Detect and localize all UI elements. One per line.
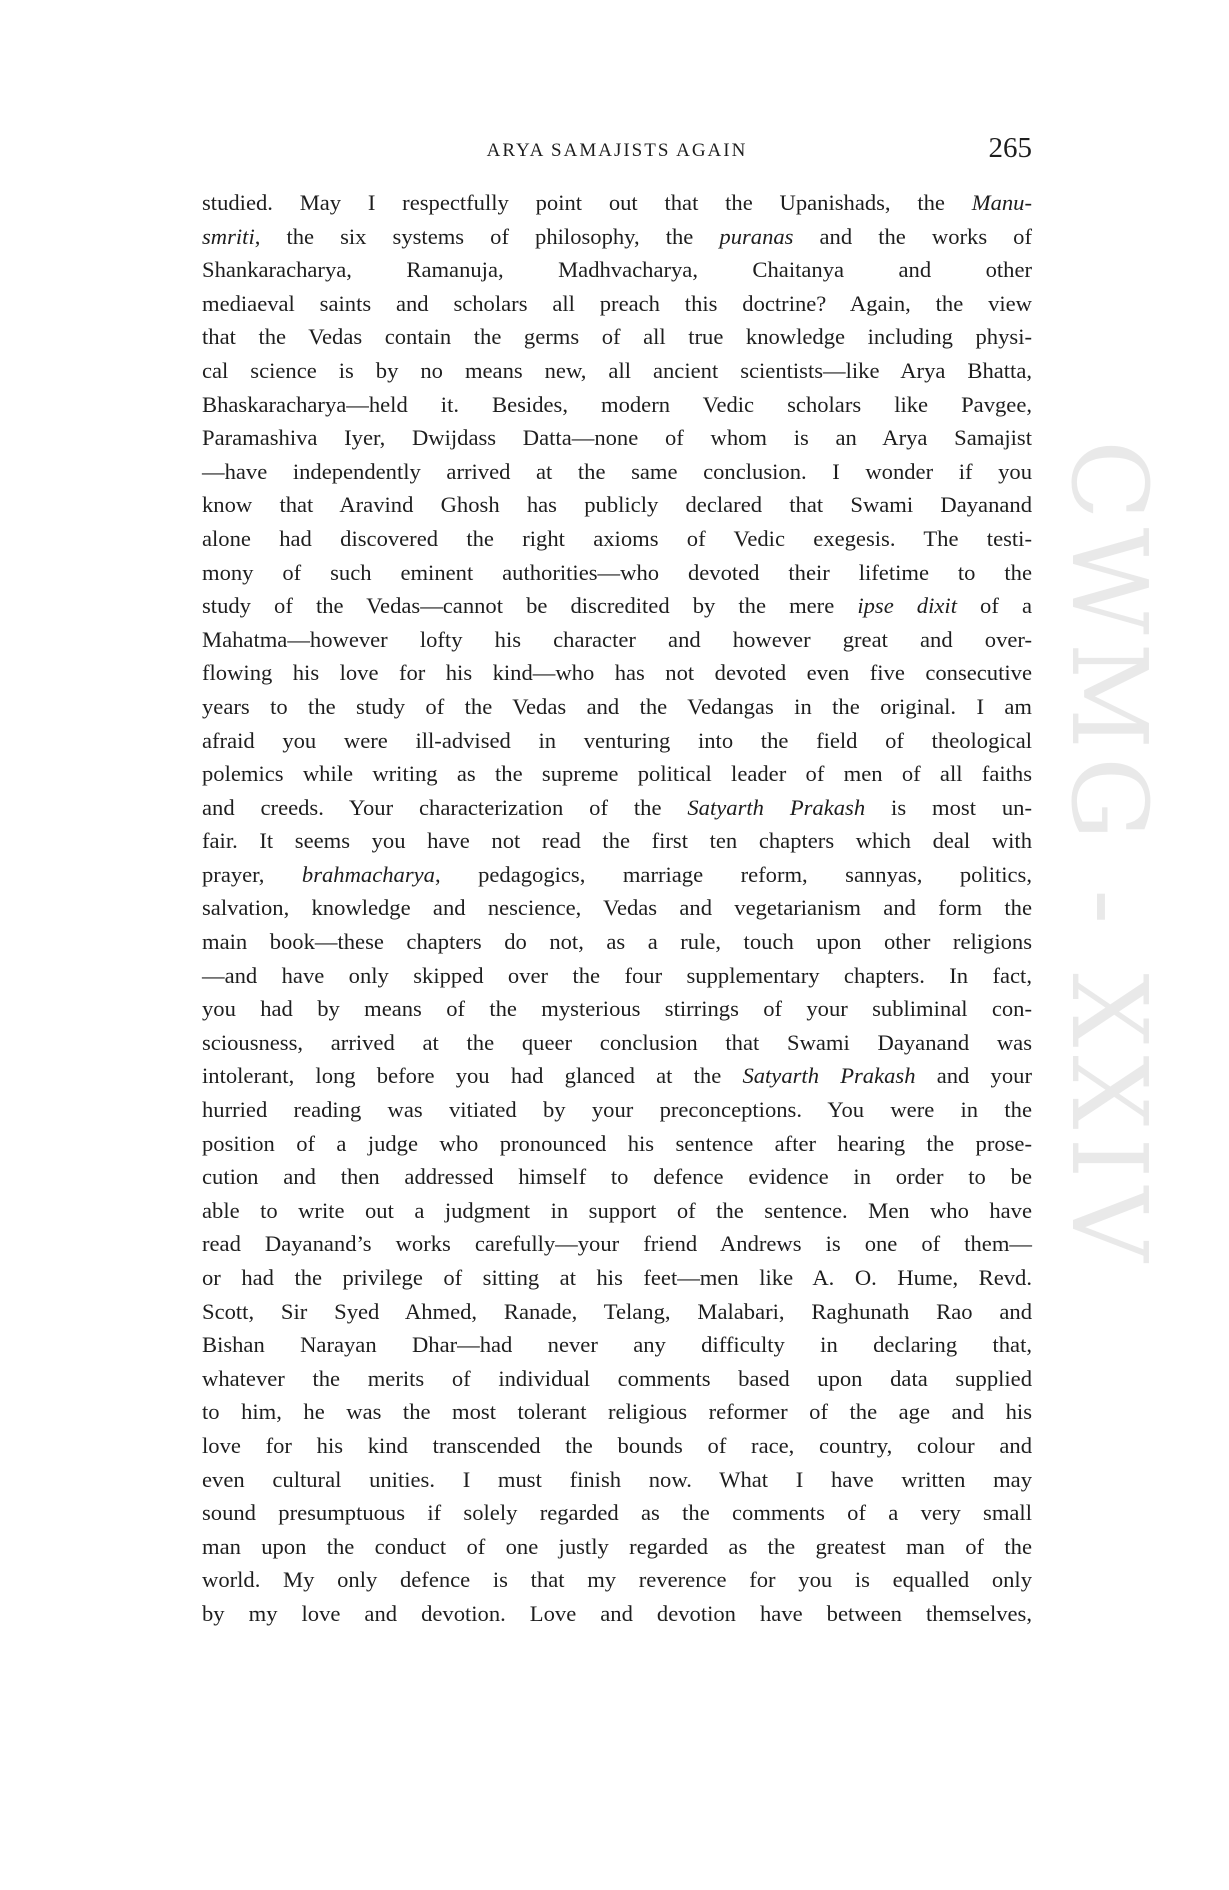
text-line	[202, 287, 1032, 321]
text-line	[202, 589, 1032, 623]
watermark	[1040, 440, 1180, 1440]
body-text	[202, 186, 1032, 1631]
text-line	[202, 320, 1032, 354]
text-run: and creeds. Your characterization of the	[202, 794, 688, 820]
text-line	[202, 1059, 1032, 1093]
running-title: ARYA SAMAJISTS AGAIN	[486, 140, 748, 161]
text-run: and your	[915, 1063, 1032, 1089]
text-line	[202, 656, 1032, 690]
text-run: afraid you were ill-advised in venturing into the field of theological	[202, 727, 1032, 753]
text-run: Scott, Sir Syed Ahmed, Ranade, Telang, Malabari, Raghunath Rao and	[202, 1298, 1032, 1324]
text-line	[202, 925, 1032, 959]
watermark-text: CWMG - XXIV	[1048, 440, 1170, 1270]
text-run: polemics while writing as the supreme political leader of men of all faiths	[202, 761, 1032, 787]
text-line	[202, 824, 1032, 858]
text-line	[202, 253, 1032, 287]
text-line	[202, 690, 1032, 724]
text-run: by my love and devotion. Love and devotion have between themselves,	[202, 1600, 1032, 1626]
text-line	[202, 1160, 1032, 1194]
text-run: or had the privilege of sitting at his feet—men like A. O. Hume, Revd.	[202, 1265, 1032, 1290]
text-line	[202, 858, 1032, 892]
text-run: Paramashiva Iyer, Dwijdass Datta—none of whom is an Arya Samajist	[202, 425, 1032, 451]
text-run: fair. It seems you have not read the first ten chapters which deal with	[202, 828, 1032, 854]
text-run: salvation, knowledge and nescience, Vedas and vegetarianism and form the	[202, 895, 1032, 921]
text-line	[202, 1563, 1032, 1597]
text-line	[202, 959, 1032, 993]
text-run: position of a judge who pronounced his sentence after hearing the prose-	[202, 1130, 1032, 1156]
italic-text: Manu-	[971, 190, 1032, 215]
text-line	[202, 556, 1032, 590]
text-line	[202, 992, 1032, 1026]
text-run: love for his kind transcended the bounds of race, country, colour and	[202, 1432, 1032, 1458]
text-line	[202, 522, 1032, 556]
text-run: cal science is by no means new, all ancient scientists—like Arya Bhatta,	[202, 357, 1032, 383]
text-line	[202, 455, 1032, 489]
text-line	[202, 1463, 1032, 1497]
text-line	[202, 1597, 1032, 1631]
text-line	[202, 1395, 1032, 1429]
text-line	[202, 186, 1032, 220]
text-run: sound presumptuous if solely regarded as the comments of a very small	[202, 1500, 1032, 1526]
text-run: mony of such eminent authorities—who devoted their lifetime to the	[202, 559, 1032, 585]
text-run: man upon the conduct of one justly regarded as the greatest man of the	[202, 1533, 1032, 1559]
text-run: know that Aravind Ghosh has publicly declared that Swami Dayanand	[202, 492, 1032, 518]
text-run: —and have only skipped over the four supplementary chapters. In fact,	[202, 962, 1032, 988]
text-line	[202, 488, 1032, 522]
text-line	[202, 421, 1032, 455]
text-run: flowing his love for his kind—who has not devoted even five consecutive	[202, 660, 1032, 686]
text-line	[202, 1496, 1032, 1530]
italic-text: Satyarth Prakash	[742, 1063, 916, 1089]
italic-text: ipse dixit	[857, 593, 957, 619]
text-line	[202, 1530, 1032, 1564]
text-run: to him, he was the most tolerant religious reformer of the age and his	[202, 1399, 1032, 1425]
text-line	[202, 354, 1032, 388]
text-line	[202, 791, 1032, 825]
text-run: sciousness, arrived at the queer conclusion that Swami Dayanand was	[202, 1029, 1032, 1055]
text-run: , pedagogics, marriage reform, sannyas, politics,	[434, 861, 1033, 887]
text-run: Bishan Narayan Dhar—had never any difficulty in declaring that,	[202, 1332, 1032, 1358]
text-run: intolerant, long before you had glanced at the	[202, 1063, 743, 1089]
text-run: is most un-	[865, 794, 1032, 820]
italic-text: smriti	[202, 223, 255, 249]
text-run: alone had discovered the right axioms of Vedic exegesis. The testi-	[202, 525, 1032, 551]
text-run: you had by means of the mysterious stirrings of your subliminal con-	[202, 996, 1032, 1022]
text-line	[202, 1227, 1032, 1261]
text-run: world. My only defence is that my reverence for you is equalled only	[202, 1567, 1032, 1593]
text-run: read Dayanand’s works carefully—your friend Andrews is one of them—	[202, 1231, 1032, 1257]
text-run: able to write out a judgment in support of the sentence. Men who have	[202, 1197, 1032, 1223]
text-run: main book—these chapters do not, as a rule, touch upon other religions	[202, 929, 1032, 955]
text-run: whatever the merits of individual comments based upon data supplied	[202, 1365, 1032, 1391]
text-run: cution and then addressed himself to defence evidence in order to be	[202, 1164, 1032, 1190]
text-run: that the Vedas contain the germs of all true knowledge including physi-	[202, 324, 1032, 350]
text-run: study of the Vedas—cannot be discredited by the mere	[202, 593, 858, 619]
text-run: years to the study of the Vedas and the Vedangas in the original. I am	[202, 693, 1032, 719]
italic-text: Satyarth Prakash	[687, 794, 866, 820]
text-line	[202, 623, 1032, 657]
text-run: hurried reading was vitiated by your preconceptions. You were in the	[202, 1097, 1032, 1123]
italic-text: brahmacharya	[301, 861, 435, 887]
text-line	[202, 757, 1032, 791]
text-line	[202, 220, 1032, 254]
text-line	[202, 1261, 1032, 1295]
text-line	[202, 1026, 1032, 1060]
text-line	[202, 1194, 1032, 1228]
text-run: mediaeval saints and scholars all preach this doctrine? Again, the view	[202, 290, 1032, 316]
text-run: Mahatma—however lofty his character and however great and over-	[202, 626, 1032, 652]
italic-text: puranas	[719, 223, 794, 249]
text-run: —have independently arrived at the same conclusion. I wonder if you	[202, 458, 1032, 484]
text-line	[202, 1328, 1032, 1362]
text-run: , the six systems of philosophy, the	[254, 223, 720, 249]
text-line	[202, 1127, 1032, 1161]
page-number: 265	[988, 132, 1032, 164]
text-line	[202, 1362, 1032, 1396]
text-run: even cultural unities. I must finish now. What I have written may	[202, 1466, 1032, 1492]
text-line	[202, 1093, 1032, 1127]
running-head	[202, 132, 1032, 168]
text-run: Bhaskaracharya—held it. Besides, modern Vedic scholars like Pavgee,	[202, 391, 1032, 417]
text-line	[202, 891, 1032, 925]
text-line	[202, 724, 1032, 758]
text-run: and the works of	[793, 223, 1032, 249]
text-line	[202, 1295, 1032, 1329]
text-run: Shankaracharya, Ramanuja, Madhvacharya, Chaitanya and other	[202, 257, 1032, 283]
text-run: of a	[956, 593, 1032, 619]
text-line	[202, 388, 1032, 422]
text-run: studied. May I respectfully point out that the Upanishads, the	[202, 190, 972, 215]
text-line	[202, 1429, 1032, 1463]
text-run: prayer,	[202, 861, 302, 887]
